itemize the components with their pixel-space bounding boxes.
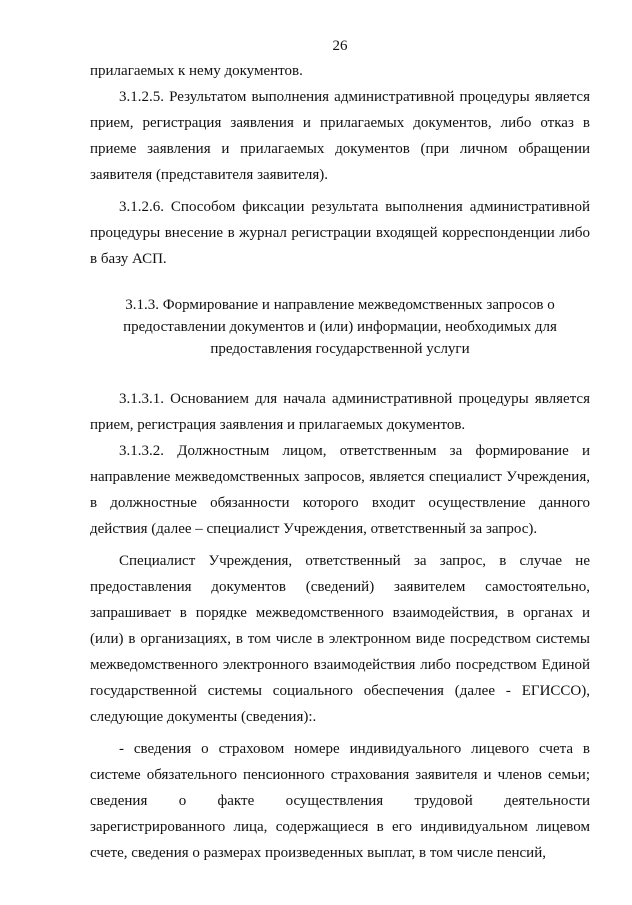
heading-line-2: предоставлении документов и (или) информации, необходимых для: [123, 319, 557, 335]
paragraph-3-1-3-2: 3.1.3.2. Должностным лицом, ответственным за формирование и направление межведомственных запросов, является специалист Учреждения, в должностные обязанности которого входит осуществление данного действия (далее – специалист Учреждения, ответственный за запрос).: [90, 443, 590, 537]
paragraph-3-1-3-1: 3.1.3.1. Основанием для начала административной процедуры является прием, регистрация заявления и прилагаемых документов.: [90, 391, 590, 433]
paragraph-3-1-2-6: 3.1.2.6. Способом фиксации результата выполнения административной процедуры внесение в журнал регистрации входящей корреспонденции либо в базу АСП.: [90, 199, 590, 267]
paragraph-continuation: прилагаемых к нему документов.: [90, 63, 303, 79]
document-body: [90, 58, 590, 866]
heading-line-1: 3.1.3. Формирование и направление межведомственных запросов о: [125, 297, 555, 313]
section-heading-3-1-3: [90, 294, 590, 360]
paragraph-specialist: Специалист Учреждения, ответственный за запрос, в случае не предоставления документов (сведений) заявителем самостоятельно, запрашивает в порядке межведомственного взаимодействия, в органах и (или) в организациях, в том числе в электронном виде посредством системы межведомственного электронного взаимодействия либо посредством Единой государственной системы социального обеспечения (далее - ЕГИССО), следующие документы (сведения):.: [90, 553, 590, 725]
heading-line-3: предоставления государственной услуги: [210, 341, 470, 357]
paragraph-list-item: - сведения о страховом номере индивидуального лицевого счета в системе обязательного пенсионного страхования заявителя и членов семьи; сведения о факте осуществления трудовой деятельности зарегистрированного лица, содержащиеся в его индивидуальном лицевом счете, сведения о размерах произведенных выплат, в том числе пенсий,: [90, 741, 590, 861]
page-number: 26: [332, 38, 348, 54]
paragraph-3-1-2-5: 3.1.2.5. Результатом выполнения административной процедуры является прием, регистрация заявления и прилагаемых документов, либо отказ в приеме заявления и прилагаемых документов (при личном обращении заявителя (представителя заявителя).: [90, 89, 590, 183]
